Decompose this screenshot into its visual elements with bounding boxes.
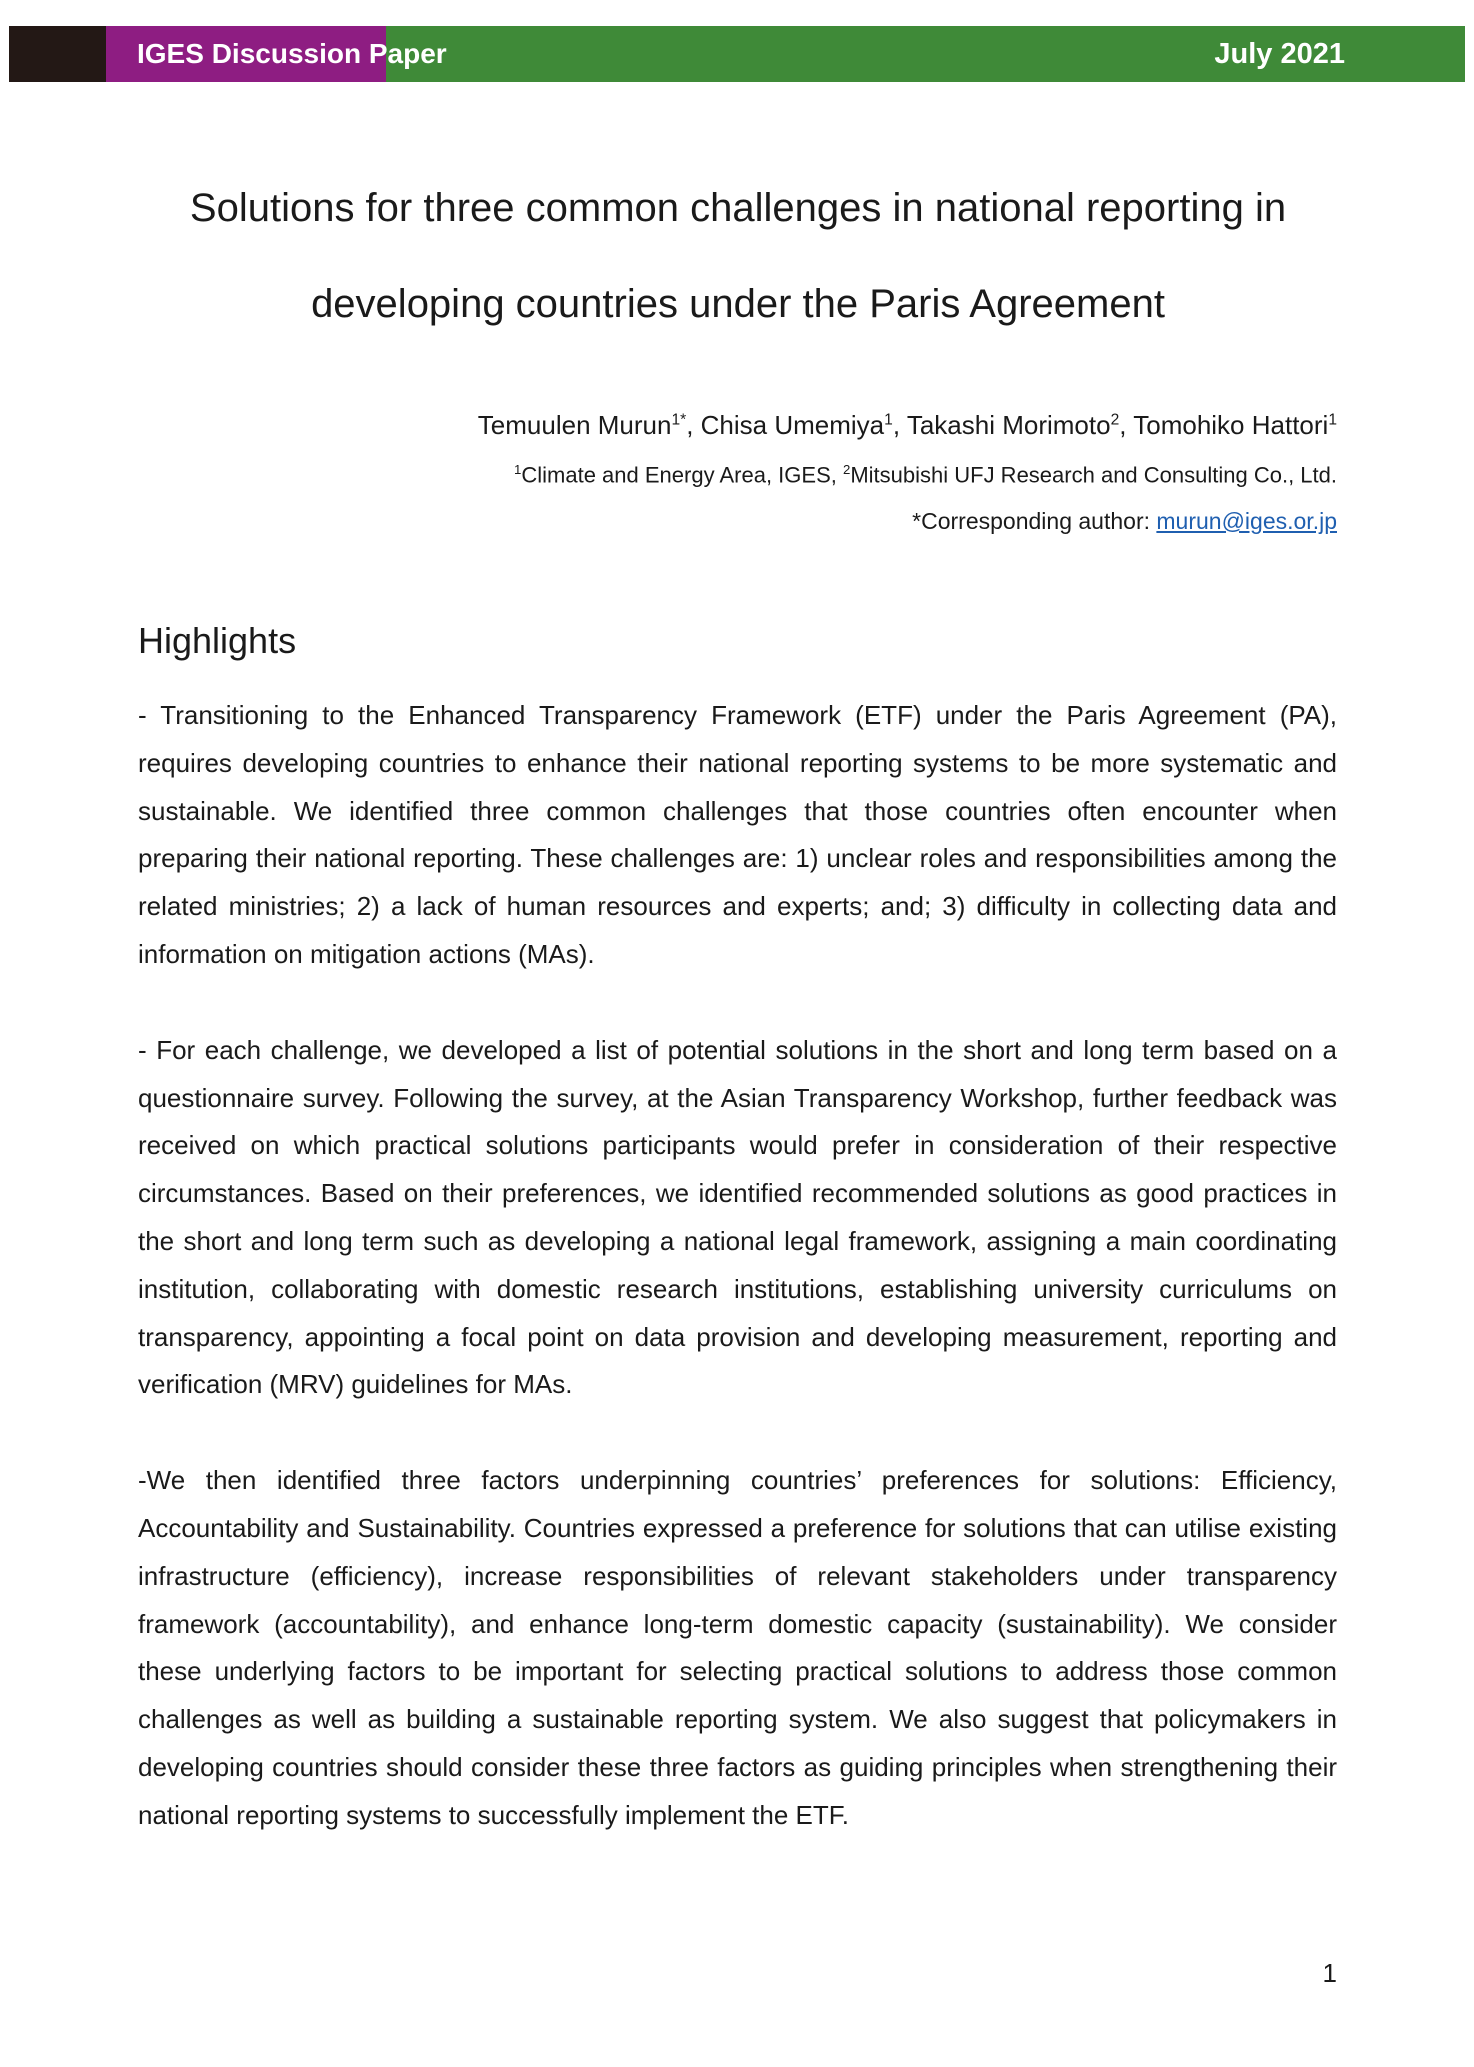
highlights-heading: Highlights	[138, 620, 297, 661]
author-affiliation-mark: 1	[884, 411, 893, 429]
page-number: 1	[1322, 1958, 1337, 1988]
banner-black-band	[9, 26, 106, 82]
highlight-paragraph: - Transitioning to the Enhanced Transparency Framework (ETF) under the Paris Agreement (PA), requires developing countries to enhance their national reporting systems to be more systematic and sustainable. We identified three common challenges that those countries often encounter when preparing their national reporting. These challenges are: 1) unclear roles and responsibilities among the related ministries; 2) a lack of human resources and experts; and; 3) difficulty in collecting data and information on mitigation actions (MAs).	[138, 700, 1337, 969]
corresponding-author	[912, 508, 1337, 535]
header-banner	[9, 26, 1465, 82]
author-name: Temuulen Murun	[477, 410, 672, 440]
author-affiliation-mark: 2	[1110, 411, 1120, 429]
affiliation-list: $^1$Climate and Energy Area, IGES, $^2$Mitsubishi UFJ Research and Consulting Co., Ltd.	[514, 462, 1337, 488]
author-name: Tomohiko Hattori	[1133, 410, 1329, 440]
affiliation-name: Mitsubishi UFJ Research and Consulting Co., Ltd.	[850, 462, 1337, 488]
author-affiliation-mark: 1	[1328, 411, 1337, 429]
publication-date: July 2021	[1214, 38, 1345, 70]
highlight-paragraph: -We then identified three factors underpinning countries’ preferences for solutions: Efficiency, Accountability and Sustainability. Countries expressed a preference for solutions that can utilise existing infrastructure (efficiency), increase responsibilities of relevant stakeholders under transparency framework (accountability), and enhance long-term domestic capacity (sustainability). We consider these underlying factors to be important for selecting practical solutions to address those common challenges as well as building a sustainable reporting system. We also suggest that policymakers in developing countries should consider these three factors as guiding principles when strengthening their national reporting systems to successfully implement the ETF.	[138, 1465, 1337, 1830]
author-list: Temuulen Murun$^{1*}$, Chisa Umemiya$^1$, Takashi Morimoto$^2$, Tomohiko Hattori$^1$	[477, 410, 1337, 440]
author-affiliation-mark: 1*	[671, 411, 687, 429]
affiliation-name: Climate and Energy Area, IGES	[521, 462, 831, 488]
author-name: Takashi Morimoto	[906, 410, 1111, 440]
affiliation-mark: 2	[842, 462, 851, 477]
paper-title: Solutions for three common challenges in national reporting in developing countries under the Paris Agreement	[189, 186, 1287, 326]
affiliation-mark: 1	[514, 462, 522, 477]
email-link[interactable]: murun@iges.or.jp	[1156, 508, 1337, 534]
corresponding-label: *Corresponding author:	[912, 508, 1150, 534]
highlight-paragraph: - For each challenge, we developed a list of potential solutions in the short and long term based on a questionnaire survey. Following the survey, at the Asian Transparency Workshop, further feedback was received on which practical solutions participants would prefer in consideration of their respective circumstances. Based on their preferences, we identified recommended solutions as good practices in the short and long term such as developing a national legal framework, assigning a main coordinating institution, collaborating with domestic research institutions, establishing university curriculums on transparency, appointing a focal point on data provision and developing measurement, reporting and verification (MRV) guidelines for MAs.	[138, 1034, 1337, 1400]
series-name: IGES Discussion Paper	[137, 38, 447, 69]
highlights-body	[138, 692, 1337, 1888]
author-name: Chisa Umemiya	[700, 410, 885, 440]
